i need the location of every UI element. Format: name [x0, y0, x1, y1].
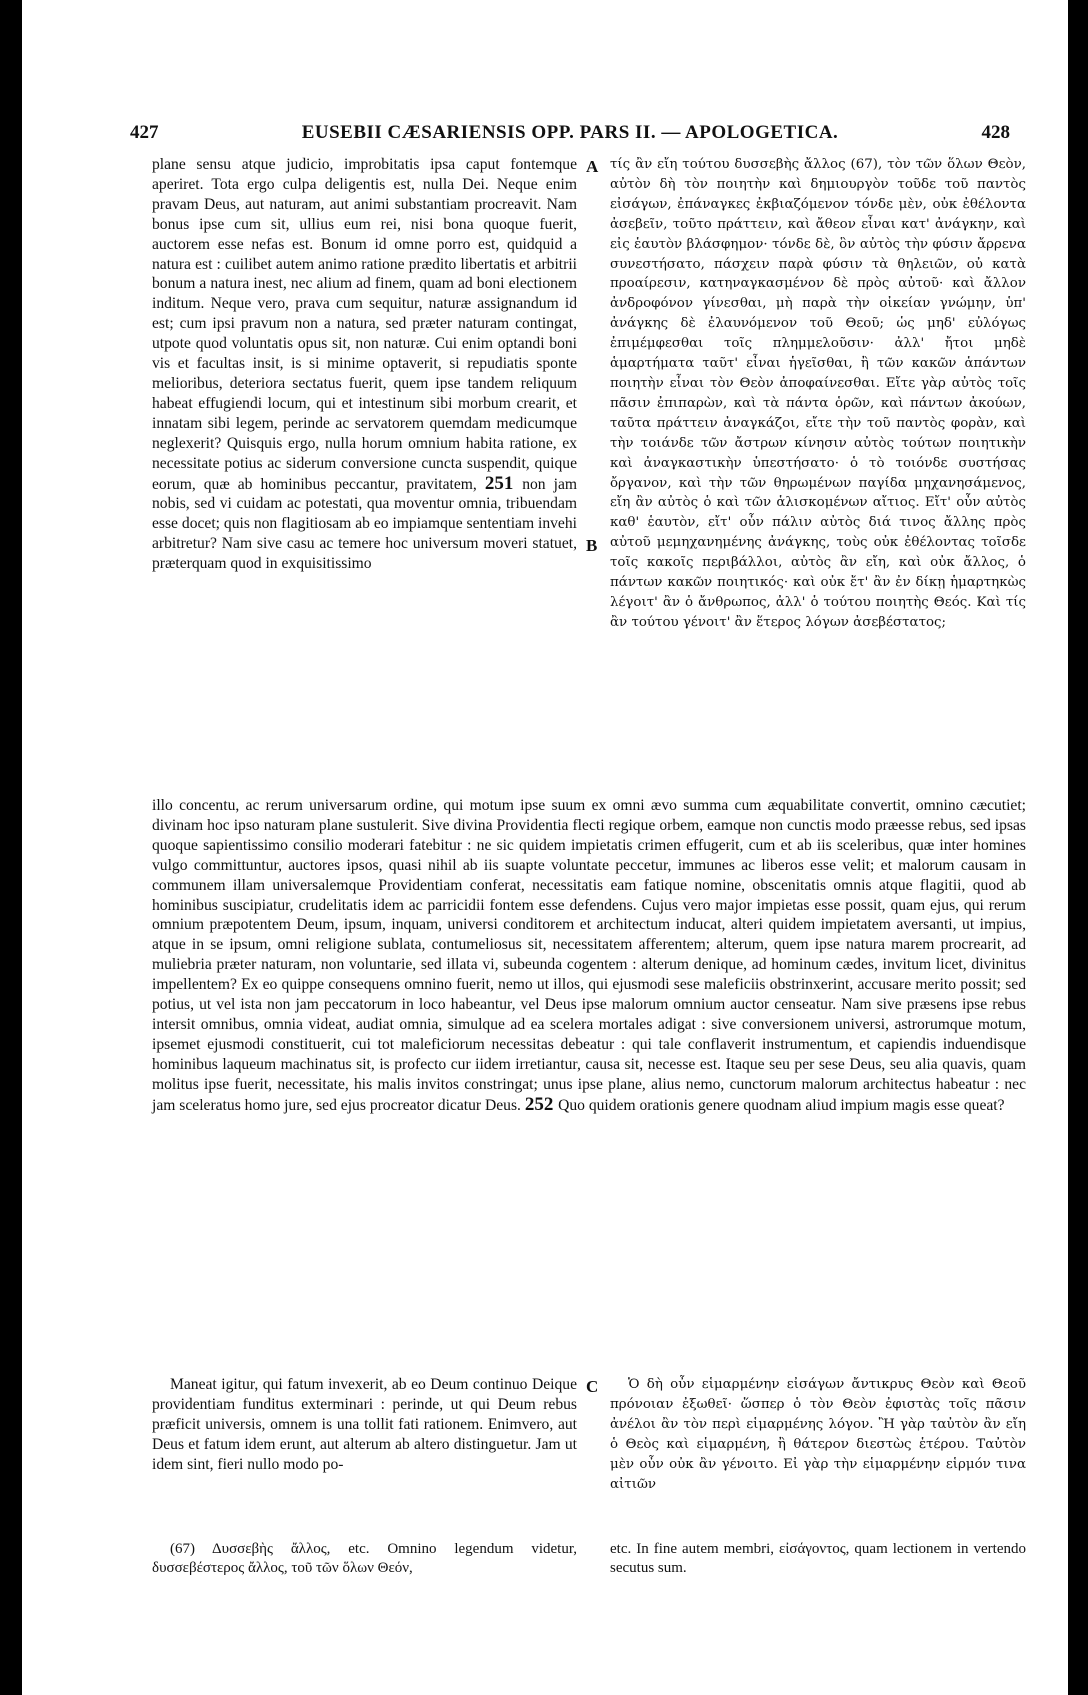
latin-text-after-251: non jam nobis, sed vi cuidam ac potestati, qua moventur omnia, tribuendam esse docet; quis non flagitiosam ab eo impiamque sententiam invehi arbitretur? Nam sive casu ac temere hoc universum moveri statuet, præterquam quod in exquisitissimo — [152, 475, 577, 573]
greek-text-bottom: Ὁ δὴ οὖν εἱμαρμένην εἰσάγων ἄντικρυς Θεὸν καὶ Θεοῦ πρόνοιαν ἐξωθεῖ· ὥσπερ ὁ τὸν Θεὸν ἐφιστὰς τοῖς πᾶσιν ἀνέλοι ἂν τὸν περὶ εἱμαρμένης λόγον. Ἢ γὰρ ταὐτὸν ἂν εἴη ὁ Θεὸς καὶ εἱμαρμένη, ἢ θάτερον διεστὼς ἑτέρου. Ταὐτὸν μὲν οὖν οὐκ ἂν γένοιτο. Εἰ γὰρ τὴν εἱμαρμένην εἱρμόν τινα αἰτιῶν — [610, 1377, 1026, 1492]
running-title: EUSEBII CÆSARIENSIS OPP. PARS II. — APOLOGETICA. — [301, 122, 839, 143]
latin-text-top: plane sensu atque judicio, improbitatis ipsa caput fontemque aperiret. Tota ergo culpa deligentis est, nulla Dei. Neque enim pravam Deus, aut naturam, aut animi substantiam procreavit. Nam bonus ipse cum sit, ullius eum rei, nisi bona quoque fuerit, auctorem esse nefas est. Bonum id omne porro est, quidquid a natura est : cuilibet autem animo ratione prædito libertatis et arbitrii bonum a natura inest, nec alium ad finem, quam ad boni electionem inditum. Neque vero, prava cum sequitur, naturæ assignandum id est; cum ipsi pravum non a natura, sed præter naturam contingat, utpote quod voluntatis opus sit, non naturæ. Cui enim optandi boni vis et facultas insit, is si minime optaverit, si repudiatis sponte melioribus, deteriora sectatus fuerit, quem ipse tandem reliquum habeat effugiendi locum, qui et intestinum sibi morbum crearit, et innatam sibi legem, perinde ac servatorem quemdam medicumque neglexerit? Quisquis ergo, nulla horum omnium habita ratione, ex necessitate potius ac siderum conversione cuncta suspendit, quique eorum, quæ ab hominibus peccantur, pravitatem, — [152, 156, 577, 493]
scan-border-left — [0, 0, 22, 1695]
section-marker-b: B — [586, 536, 598, 555]
latin-column-bottom — [152, 1375, 577, 1475]
latin-text-bottom: Maneat igitur, qui fatum invexerit, ab eo Deum continuo Deique providentiam funditus exterminari : perinde, ut qui Deum rebus præficit universis, omnem is una tollit fati rationem. Enimvero, aut Deus et fatum idem erunt, aut alterum ab altero distinguetur. Jam ut idem sint, fieri nullo modo po- — [152, 1376, 577, 1473]
section-marker-c: C — [586, 1377, 599, 1396]
footnote-left-text: (67) Δυσσεβὴς ἄλλος, etc. Omnino legendum videtur, δυσσεβέστερος ἄλλος, τοῦ τῶν ὅλων Θεόν, — [152, 1541, 577, 1576]
footnote-right — [610, 1540, 1026, 1578]
scan-border-right — [1068, 0, 1088, 1695]
page-number-right: 428 — [981, 122, 1010, 143]
footnote-left — [152, 1540, 577, 1578]
latin-column-top — [152, 155, 577, 574]
full-width-text: illo concentu, ac rerum universarum ordine, qui motum ipse suum ex omni ævo summa cum æquabilitate convertit, omnino cæcutiet; divinam hoc ipso naturam plane sustulerit. Sive divina Providentia flecti regique orbem, eamque non cunctis modo præesse rebus, sed ipsas quoque sapientissimo consilio moderari fatebitur : ne sic quidem impietatis crimen effugerit, cum et ab iis sceleribus, quæ inter homines vulgo committuntur, auctores ipsos, quasi nihil ab iis suapte voluntate peccetur, immunes ac liberos esse velit; et malorum causam in communem illam universalemque Providentiam conferat, necessitatis eam fatique nomine, obscenitatis omnis atque flagitii, quod ab hominibus suscipiatur, crudelitatis idem ac parricidii fontem esse defendens. Cujus vero major impietas esse possit, quam ejus, qui rerum omnium præpotentem Deum, ipsum, inquam, universi conditorem et architectum inducat, alteri quidem impietatem aversanti, ut impius, atque in se ipsum, omni religione sublata, contumeliosus sit, necessitatem afferentem; alterum, quem ipse natura marem procrearit, ad muliebria præter naturam, non voluntarie, sed illata vi, subeunda cogentem : alterum denique, ad hominum cædes, invitum licet, divinitus impellentem? Ex eo quippe consequens omnino fuerit, nemo ut illos, qui ejusmodi sese maleficiis obstrinxerint, accusare merito possit; sed potius, ut vel ista non jam peccatorum in loco habeantur, vel Deus ipse malorum omnium auctor censeatur. Nam sive præsens ipse rebus intersit omnibus, omnia videat, audiat omnia, simulque ad ea scelera mortales adigat : sive conversionem universi, astrorumque motum, ipsemet ejusmodi constituerit, cui tot maleficiorum necessitas debeatur : qui tale conflaverit instrumentum, et capiendis induendisque hominibus laqueum machinatus sit, is profecto cur iidem irretiantur, causa sit, necesse est. Itaque seu per sese Deus, seu alia quavis, quam molitus ipse fuerit, necessitate, his malis invitos constringat; unus ipse plane, alius nemo, cunctorum malorum architectus habeatur : nec jam sceleratus homo jure, sed ejus procreator dicatur Deus. — [152, 797, 1026, 1114]
section-marker-a: A — [586, 157, 599, 176]
page-number-left: 427 — [130, 122, 159, 143]
greek-column-bottom — [610, 1375, 1026, 1494]
full-width-paragraph — [152, 796, 1026, 1116]
footnote-right-text: etc. In fine autem membri, εἰσάγοντος, quam lectionem in vertendo secutus sum. — [610, 1541, 1026, 1576]
page-header — [130, 122, 1010, 148]
margin-number-251: 251 — [484, 472, 523, 494]
margin-number-252: 252 — [524, 1093, 559, 1115]
greek-column-top — [610, 155, 1026, 633]
full-width-text-end: Quo quidem orationis genere quodnam aliud impium magis esse queat? — [558, 1096, 1005, 1114]
greek-text-top: τίς ἂν εἴη τούτου δυσσεβὴς ἄλλος (67), τὸν τῶν ὅλων Θεὸν, αὐτὸν δὴ τὸν ποιητὴν καὶ δημιουργὸν τοῦδε τοῦ παντὸς εἰσάγων, ἐπάναγκες ἐκβιαζόμενον τόνδε μὲν, οὐκ ἐθέλοντα ἀσεβεῖν, τοῦτο πράττειν, καὶ ἄθεον εἶναι κατ' ἀνάγκην, καὶ εἰς ἑαυτὸν βλάσφημον· τόνδε δὲ, ὃν αὐτὸς τὴν φύσιν ἄρρενα συνεστήσατο, πάσχειν παρὰ φύσιν τὰ θηλειῶν, οὐ κατὰ προαίρεσιν, κατηναγκασμένον δὲ πρὸς αὐτοῦ· καὶ ἄλλον ἀνδροφόνον γίνεσθαι, μὴ παρὰ τὴν οἰκείαν γνώμην, ὑπ' ἀνάγκης δὲ ἐλαυνόμενον τοῦ Θεοῦ; ὡς μηδ' εὐλόγως ἐπιμέμφεσθαι τοῖς πλημμελοῦσιν· ἀλλ' ἤτοι μηδὲ ἁμαρτήματα ταῦτ' εἶναι ἡγεῖσθαι, ἢ τῶν κακῶν ἁπάντων ποιητὴν εἶναι τὸν Θεὸν ἀποφαίνεσθαι. Εἴτε γὰρ αὐτὸς τοῖς πᾶσιν ἐπιπαρὼν, καὶ τὰ πάντα ὁρῶν, καὶ πάντων ἀκούων, ταῦτα πράττειν ἀναγκάζοι, εἴτε τὴν τοῦ παντὸς φορὰν, καὶ τὴν τοιάνδε τῶν ἄστρων κίνησιν αὐτὸς τούτων ποιητικὴν καὶ ἀναγκαστικὴν ὑπεστήσατο· ὁ τὸ τοιόνδε συστήσας ὄργανον, καὶ τὴν τῶν θηρωμένων παγίδα μηχανησάμενος, εἴη ἂν αὐτὸς ὁ καὶ τῶν ἁλισκομένων αἴτιος. Εἴτ' οὖν αὐτὸς καθ' ἑαυτὸν, εἴτ' οὖν πάλιν αὐτὸς διά τινος ἄλλης πρὸς αὐτοῦ μεμηχανημένης ἀνάγκης, τοὺς οὐκ ἐθέλοντας τοῖσδε τοῖς κακοῖς περιβάλλοι, αὐτὸς ἂν εἴη, καὶ οὐκ ἄλλος, ὁ πάντων κακῶν ποιητικός· καὶ οὐκ ἔτ' ἂν ἐν δίκῃ ἡμαρτηκὼς λέγοιτ' ἂν ὁ ἄνθρωπος, ἀλλ' ὁ τούτου ποιητὴς Θεός. Καὶ τίς ἂν τούτου γένοιτ' ἂν ἕτερος λόγων ἀσεβέστατος; — [610, 157, 1026, 630]
